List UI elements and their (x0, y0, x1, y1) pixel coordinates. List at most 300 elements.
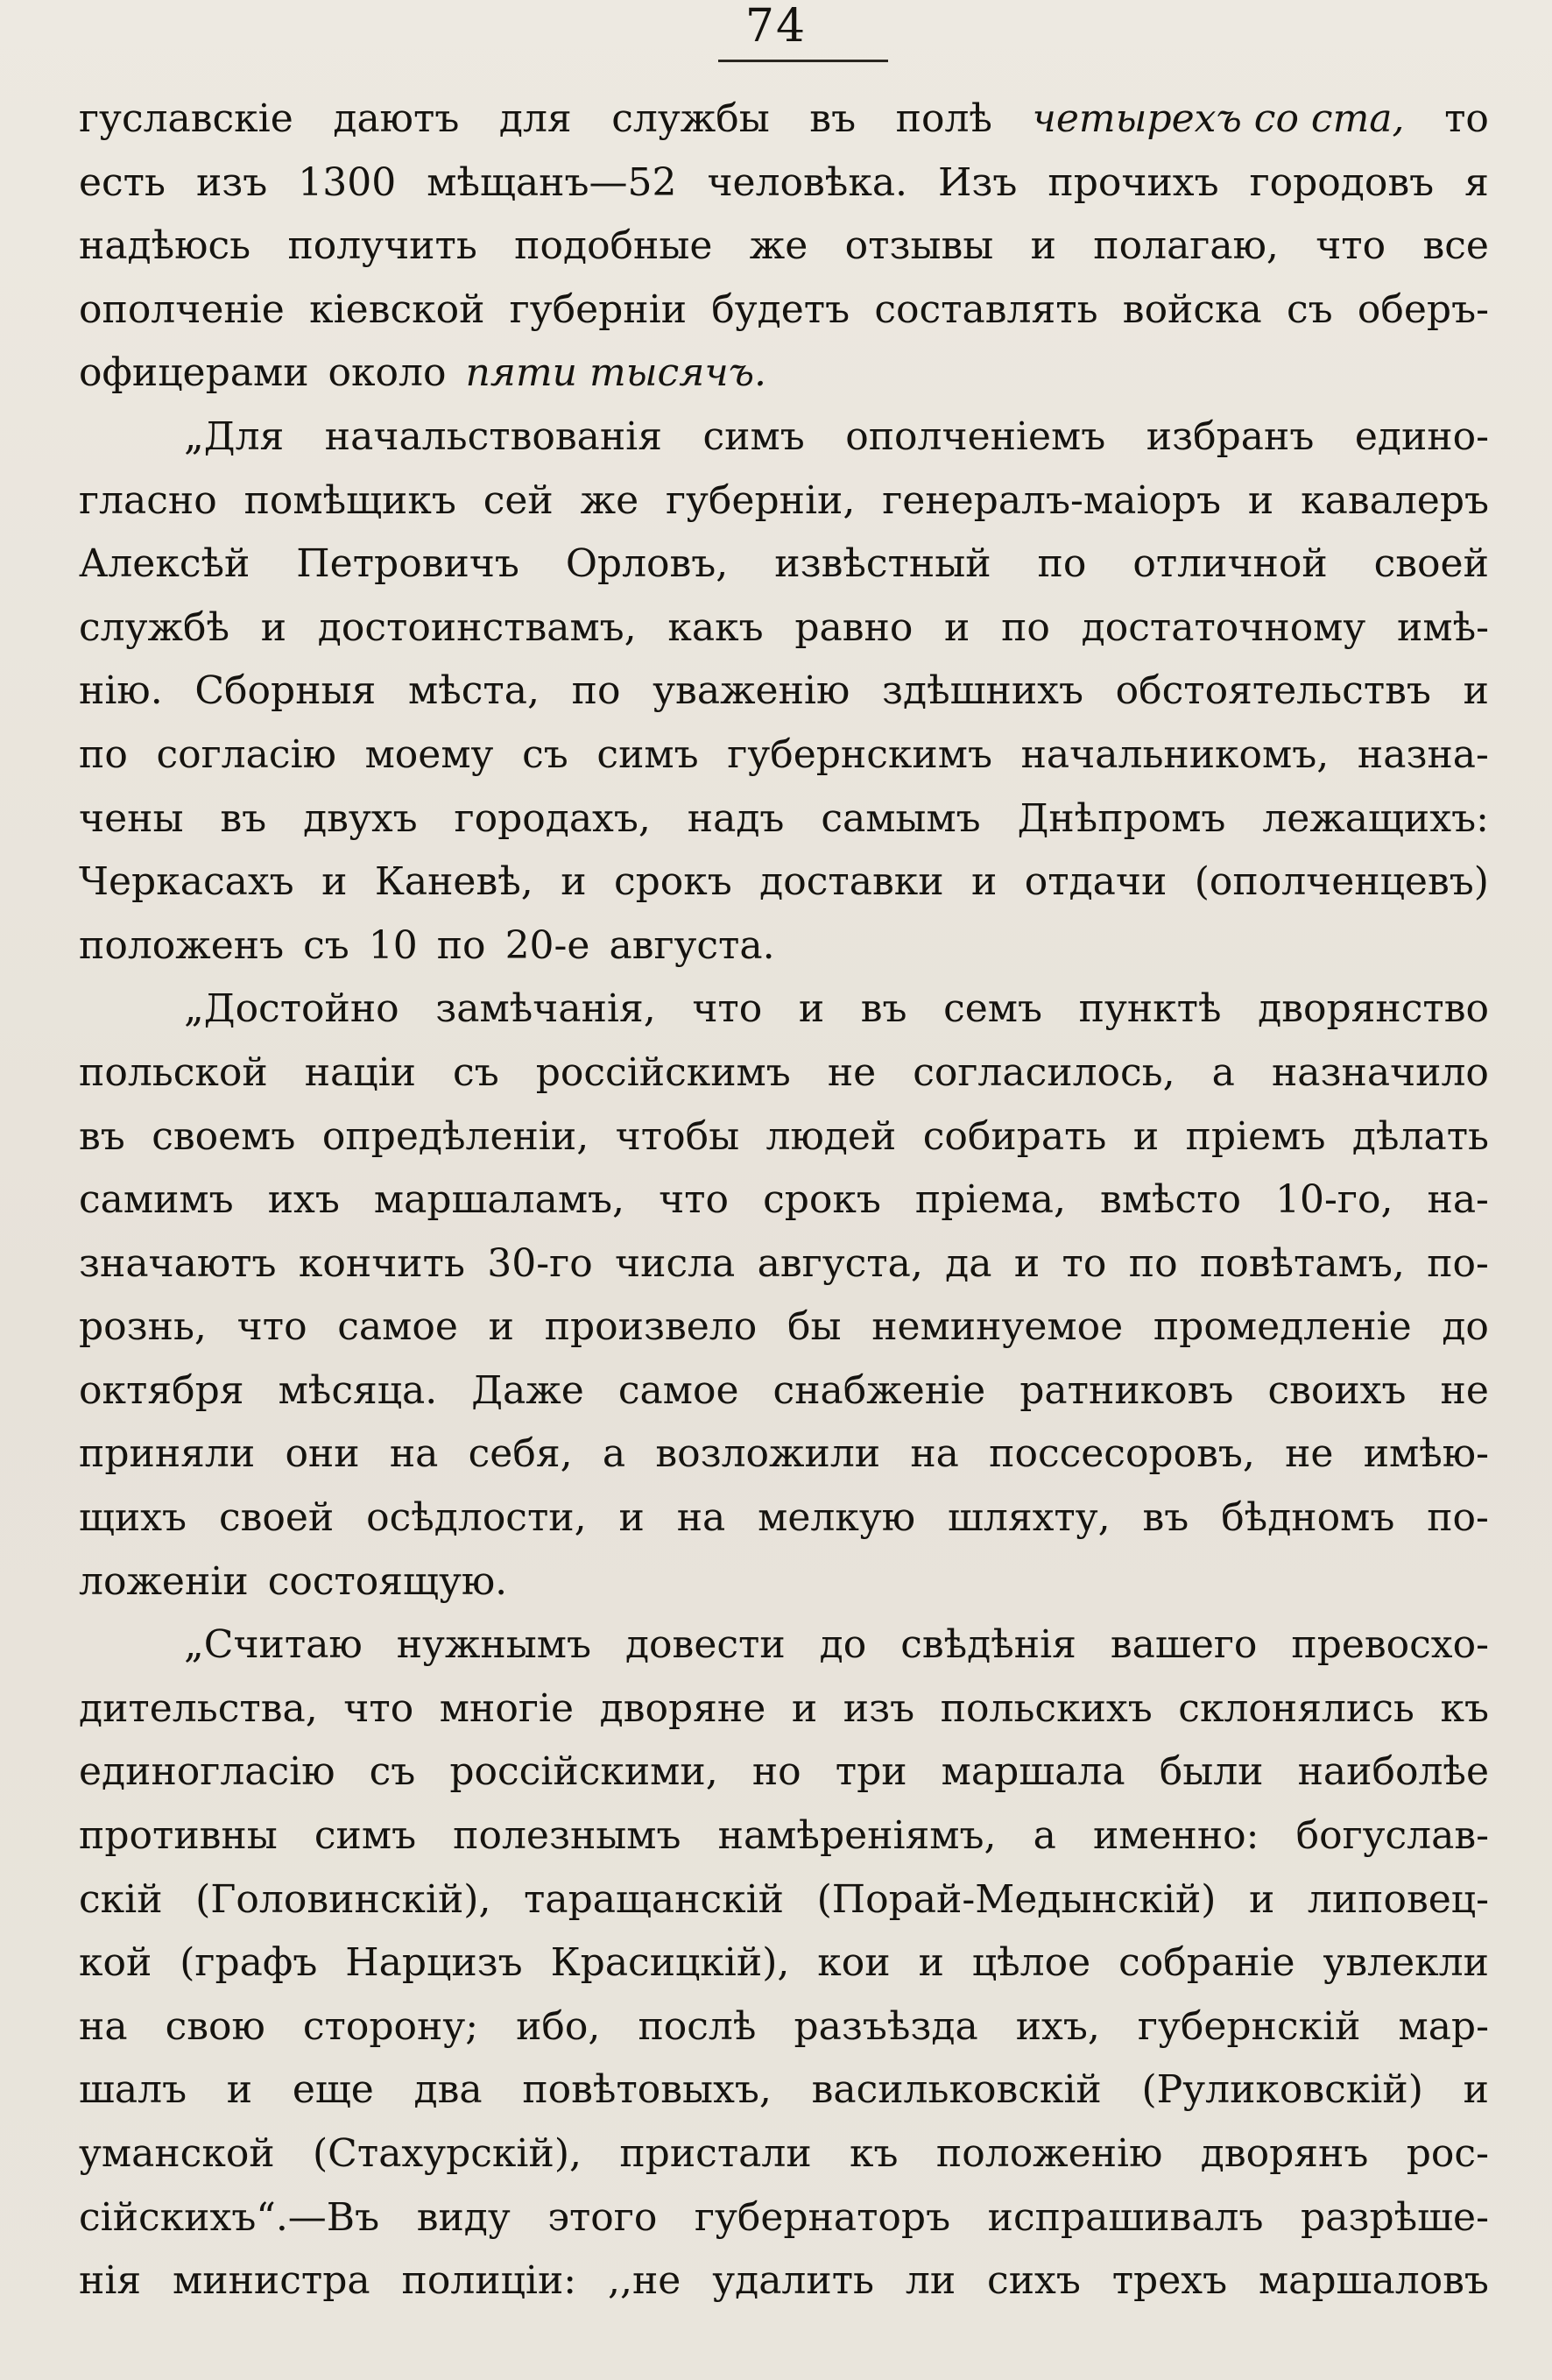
text-line (79, 1804, 1489, 1868)
word: польской (79, 1049, 268, 1095)
word: виду (416, 2194, 511, 2240)
word: „Достойно (184, 986, 399, 1032)
text-line (79, 1868, 1489, 1932)
word: по (1037, 541, 1087, 587)
word: ибо, (516, 2003, 601, 2049)
word: двухъ (303, 795, 418, 841)
word: повѣтамъ, (1199, 1240, 1405, 1286)
word: достаточному (1081, 604, 1366, 650)
word: на (389, 1431, 439, 1477)
word: сійскихъ“.—Въ (79, 2194, 380, 2240)
word: возложили (655, 1431, 881, 1477)
word: вмѣсто (1100, 1177, 1242, 1223)
word: два (413, 2067, 483, 2113)
word: Черкасахъ (79, 859, 294, 905)
word: поссесоровъ, (989, 1431, 1255, 1477)
word: ополченіемъ (845, 413, 1106, 459)
word: богуслав- (1295, 1813, 1489, 1859)
word: увлекли (1323, 1940, 1489, 1986)
word: Нарцизъ (345, 1940, 523, 1986)
word: сихъ (987, 2258, 1081, 2304)
word: намѣреніямъ, (717, 1813, 997, 1859)
word: мар- (1398, 2003, 1489, 2049)
word: произвело (544, 1304, 758, 1350)
word: обстоятельствъ (1115, 668, 1431, 714)
text-line (79, 787, 1489, 851)
word: промедленіе (1153, 1304, 1412, 1350)
italic-word: пяти тысячъ. (465, 350, 767, 396)
word: симъ (314, 1813, 417, 1859)
word: не (827, 1049, 877, 1095)
word: въ (809, 96, 857, 141)
word: мѣста, (408, 668, 540, 714)
word: свѣдѣнія (900, 1622, 1076, 1668)
word: сей (483, 477, 554, 523)
word: что (236, 1304, 307, 1350)
word: Орловъ, (565, 541, 729, 587)
word: службѣ (79, 604, 229, 650)
word: до (1442, 1304, 1489, 1350)
word: я (1464, 159, 1489, 205)
word: полагаю, (1093, 223, 1279, 269)
word: „Считаю (184, 1622, 363, 1668)
word: по (436, 922, 486, 968)
text-line (79, 2249, 1489, 2313)
word: рознь, (79, 1304, 207, 1350)
word: извѣстный (774, 541, 991, 587)
word: щихъ (79, 1495, 187, 1541)
word: именно: (1092, 1813, 1259, 1859)
word: полезнымъ (453, 1813, 681, 1859)
word: бы (787, 1304, 842, 1350)
word: мѣсяца. (278, 1367, 438, 1413)
word: къ (1440, 1685, 1489, 1731)
word: пріемъ (1185, 1113, 1326, 1159)
word: Красицкій), (550, 1940, 790, 1986)
word: скій (79, 1876, 163, 1922)
word: они (285, 1431, 360, 1477)
word: начальствованія (324, 413, 662, 459)
word: таращанскій (524, 1876, 785, 1922)
word: а (1211, 1049, 1235, 1095)
word: три (835, 1749, 907, 1795)
word: 30-го (487, 1240, 593, 1286)
word: избранъ (1146, 413, 1315, 459)
word: съ (453, 1049, 499, 1095)
word: а (1033, 1813, 1056, 1859)
text-line (79, 978, 1489, 1042)
word: и (918, 1940, 944, 1986)
word: министра (173, 2258, 370, 2304)
word: составлять (874, 286, 1098, 332)
word: своихъ (1267, 1367, 1407, 1413)
word: (графъ (180, 1940, 318, 1986)
word: въ (1142, 1495, 1189, 1541)
word: по (79, 731, 128, 777)
word: будетъ (711, 286, 850, 332)
text-line (79, 279, 1489, 343)
word: маршаловъ (1258, 2258, 1489, 2304)
word: положенію (935, 2131, 1163, 2176)
word: губернскій (1137, 2003, 1361, 2049)
word: осѣдлости, (366, 1495, 587, 1541)
word: Алексѣй (79, 541, 250, 587)
text-line (79, 1359, 1489, 1423)
word: октября (79, 1367, 244, 1413)
text-line (79, 342, 1489, 406)
word: же (749, 223, 808, 269)
word: гласно (79, 477, 217, 523)
word: и (944, 604, 970, 650)
word: симъ (702, 413, 805, 459)
word: и (561, 859, 587, 905)
word: и (1249, 1876, 1275, 1922)
word: (Порай-Медынскій) (816, 1876, 1217, 1922)
word: себя, (468, 1431, 573, 1477)
word: (Стахурскій), (313, 2131, 582, 2176)
word: срокъ (613, 859, 732, 905)
word: съ (369, 1749, 416, 1795)
text-line (79, 1741, 1489, 1804)
word: не (1440, 1367, 1489, 1413)
word: въ (220, 795, 267, 841)
word: и (970, 859, 998, 905)
word: по (1001, 604, 1050, 650)
word: есть (79, 159, 166, 205)
word: на- (1427, 1177, 1489, 1223)
word: Изъ (938, 159, 1018, 205)
word: трехъ (1111, 2258, 1228, 2304)
word: удалить (712, 2258, 875, 2304)
word: (Руликовскій) (1141, 2067, 1423, 2113)
text-line (79, 1677, 1489, 1741)
word: противны (79, 1813, 278, 1859)
word: превосхо- (1291, 1622, 1489, 1668)
word: своей (1373, 541, 1489, 587)
word: дительства, (79, 1685, 318, 1731)
word: отзывы (844, 223, 994, 269)
word: губернаторъ (694, 2194, 951, 2240)
word: шалъ (79, 2067, 187, 2113)
word: „Для (184, 413, 285, 459)
word: 20-е (504, 922, 590, 968)
text-line (79, 470, 1489, 533)
text-line (79, 1042, 1489, 1105)
word: своей (218, 1495, 335, 1541)
word: нужнымъ (396, 1622, 591, 1668)
word: уманской (79, 2131, 275, 2176)
word: неминуемое (871, 1304, 1124, 1350)
word: по (571, 668, 621, 714)
word: 10-го, (1275, 1177, 1393, 1223)
word: маршала (941, 1749, 1125, 1795)
word: по- (1427, 1240, 1489, 1286)
word: а (602, 1431, 626, 1477)
word: начальникомъ, (1020, 731, 1330, 777)
word: были (1159, 1749, 1264, 1795)
word: склонялись (1178, 1685, 1414, 1731)
word: по (1128, 1240, 1178, 1286)
word: Сборныя (194, 668, 377, 714)
word: липовец- (1307, 1876, 1489, 1922)
word: что (659, 1177, 730, 1223)
word: людей (765, 1113, 897, 1159)
word: войска (1122, 286, 1262, 332)
word: ополченіе (79, 286, 285, 332)
word: по- (1427, 1495, 1489, 1541)
word: подобные (514, 223, 713, 269)
word: еще (292, 2067, 374, 2113)
word: самое (337, 1304, 458, 1350)
text-line (79, 533, 1489, 597)
word: самымъ (821, 795, 981, 841)
word: согласилось, (913, 1049, 1175, 1095)
word: губерніи, (665, 477, 856, 523)
word: и (260, 604, 287, 650)
word: вашего (1110, 1622, 1258, 1668)
word: симъ (596, 731, 699, 777)
word: состоящую. (267, 1558, 508, 1604)
word: дворяне (599, 1685, 766, 1731)
text-line (79, 215, 1489, 279)
word: маршаламъ, (373, 1177, 625, 1223)
word: согласію (156, 731, 336, 777)
word: что (343, 1685, 414, 1731)
text-line (79, 851, 1489, 915)
word: доставки (759, 859, 944, 905)
word: на (79, 2003, 128, 2049)
word: собраніе (1118, 1940, 1295, 1986)
word: къ (850, 2131, 899, 2176)
word: польскихъ (940, 1685, 1153, 1731)
word: мелкую (758, 1495, 916, 1541)
word: шляхту, (947, 1495, 1111, 1541)
word: человѣка. (707, 159, 908, 205)
italic-word: четырехъ со ста, (1032, 96, 1405, 141)
word: не (1285, 1431, 1334, 1477)
word: послѣ (638, 2003, 757, 2049)
word: нію. (79, 668, 163, 714)
word: отличной (1132, 541, 1328, 587)
word: ,,не (608, 2258, 681, 2304)
word: россійскими, (449, 1749, 718, 1795)
word: (ополченцевъ) (1194, 859, 1489, 905)
word: около (328, 350, 447, 396)
word: то (1444, 96, 1489, 141)
word: изъ (843, 1685, 915, 1731)
word: Каневѣ, (374, 859, 533, 905)
word: имѣю- (1363, 1431, 1489, 1477)
word: и (1463, 668, 1489, 714)
word: опредѣленіи, (321, 1113, 589, 1159)
page-number: 74 (744, 0, 808, 53)
text-line (79, 1105, 1489, 1169)
word: ли (905, 2258, 956, 2304)
word: получить (287, 223, 477, 269)
word: срокъ (763, 1177, 881, 1223)
word: въ (79, 1113, 125, 1159)
word: снабженіе (772, 1367, 986, 1413)
word: для (498, 96, 572, 141)
word: имѣ- (1397, 604, 1489, 650)
word: и (791, 1685, 818, 1731)
word: ложеніи (79, 1558, 249, 1604)
text-line (79, 1487, 1489, 1550)
word: но (751, 1749, 801, 1795)
word: многіе (439, 1685, 575, 1731)
word: повѣтовыхъ, (522, 2067, 772, 2113)
word: чтобы (615, 1113, 740, 1159)
text-line (79, 1232, 1489, 1296)
word: и (618, 1495, 645, 1541)
word: довести (624, 1622, 786, 1668)
word: равно (794, 604, 914, 650)
word: самое (617, 1367, 739, 1413)
text-line (79, 915, 1489, 978)
word: помѣщикъ (243, 477, 456, 523)
word: въ (860, 986, 907, 1032)
word: губернскимъ (727, 731, 992, 777)
word: прочихъ (1048, 159, 1219, 205)
word: націи (304, 1049, 416, 1095)
word: разъѣзда (794, 2003, 978, 2049)
word: васильковскій (811, 2067, 1102, 2113)
word: Петровичъ (296, 541, 519, 587)
word: на (676, 1495, 726, 1541)
word: семъ (943, 986, 1043, 1032)
word: городовъ (1249, 159, 1435, 205)
text-line (79, 1169, 1489, 1232)
word: надъ (687, 795, 785, 841)
word: дворянъ (1200, 2131, 1369, 2176)
word: 1300 (298, 159, 397, 205)
text-line (79, 152, 1489, 215)
word: да (945, 1240, 992, 1286)
word: ратниковъ (1019, 1367, 1234, 1413)
word: гуславскіе (79, 96, 293, 141)
word: значаютъ (79, 1240, 277, 1286)
word: 10 (368, 922, 418, 968)
word: цѣлое (971, 1940, 1091, 1986)
text-line (79, 2059, 1489, 2122)
word: надѣюсь (79, 223, 251, 269)
text-line (79, 406, 1489, 470)
text-line (79, 1550, 1489, 1614)
word: дворянство (1258, 986, 1489, 1032)
word: разрѣше- (1301, 2194, 1489, 2240)
word: числа (615, 1240, 736, 1286)
word: августа, (757, 1240, 923, 1286)
word: городахъ, (454, 795, 651, 841)
word: чены (79, 795, 184, 841)
text-line (79, 2186, 1489, 2250)
word: нія (79, 2258, 142, 2304)
word: августа. (609, 922, 775, 968)
word: полиціи: (401, 2258, 577, 2304)
word: и (1247, 477, 1274, 523)
word: замѣчанія, (435, 986, 656, 1032)
word: офицерами (79, 350, 309, 396)
word: приняли (79, 1431, 256, 1477)
word: и (1013, 1240, 1041, 1286)
word: ихъ (267, 1177, 340, 1223)
word: и (321, 859, 348, 905)
word: Днѣпромъ (1017, 795, 1226, 841)
word: едино- (1354, 413, 1489, 459)
text-line (79, 1932, 1489, 1995)
text-line (79, 724, 1489, 787)
word: службы (611, 96, 770, 141)
text-line (79, 2122, 1489, 2186)
word: мѣщанъ—52 (427, 159, 677, 205)
text-line (79, 1423, 1489, 1487)
word: какъ (667, 604, 764, 650)
word: съ (522, 731, 568, 777)
text-line (79, 660, 1489, 724)
word: отдачи (1024, 859, 1168, 905)
body-text (79, 88, 1489, 2313)
word: назначило (1271, 1049, 1489, 1095)
word: на (910, 1431, 959, 1477)
text-line (79, 1614, 1489, 1677)
word: что (692, 986, 763, 1032)
word: уваженію (653, 668, 850, 714)
word: достоинствамъ, (317, 604, 637, 650)
text-line (79, 1995, 1489, 2059)
word: наиболѣе (1297, 1749, 1489, 1795)
word: пристали (619, 2131, 812, 2176)
word: ихъ, (1015, 2003, 1100, 2049)
word: собирать (922, 1113, 1107, 1159)
word: полѣ (895, 96, 992, 141)
word: положенъ (79, 922, 285, 968)
text-line (79, 88, 1489, 152)
word: россійскимъ (535, 1049, 791, 1095)
word: и (488, 1304, 514, 1350)
word: своемъ (152, 1113, 296, 1159)
word: кои (817, 1940, 891, 1986)
word: свою (165, 2003, 265, 2049)
word: оберъ- (1357, 286, 1489, 332)
text-line (79, 597, 1489, 660)
word: съ (303, 922, 349, 968)
word: кой (79, 1940, 152, 1986)
word: что (1316, 223, 1386, 269)
word: изъ (195, 159, 268, 205)
word: губерніи (509, 286, 688, 332)
word: пріема, (914, 1177, 1066, 1223)
word: генералъ-маіоръ (882, 477, 1222, 523)
word: пунктѣ (1078, 986, 1222, 1032)
word: все (1422, 223, 1489, 269)
word: даютъ (333, 96, 460, 141)
word: и (1463, 2067, 1489, 2113)
word: моему (364, 731, 494, 777)
word: дѣлать (1351, 1113, 1489, 1159)
word: кончить (298, 1240, 465, 1286)
word: то (1062, 1240, 1107, 1286)
word: кавалеръ (1301, 477, 1489, 523)
word: кіевской (309, 286, 485, 332)
word: самимъ (79, 1177, 234, 1223)
word: бѣдномъ (1221, 1495, 1395, 1541)
header-rule (718, 60, 888, 62)
word: и (1132, 1113, 1160, 1159)
word: здѣшнихъ (881, 668, 1083, 714)
word: единогласію (79, 1749, 335, 1795)
word: лежащихъ: (1262, 795, 1489, 841)
word: и (226, 2067, 253, 2113)
